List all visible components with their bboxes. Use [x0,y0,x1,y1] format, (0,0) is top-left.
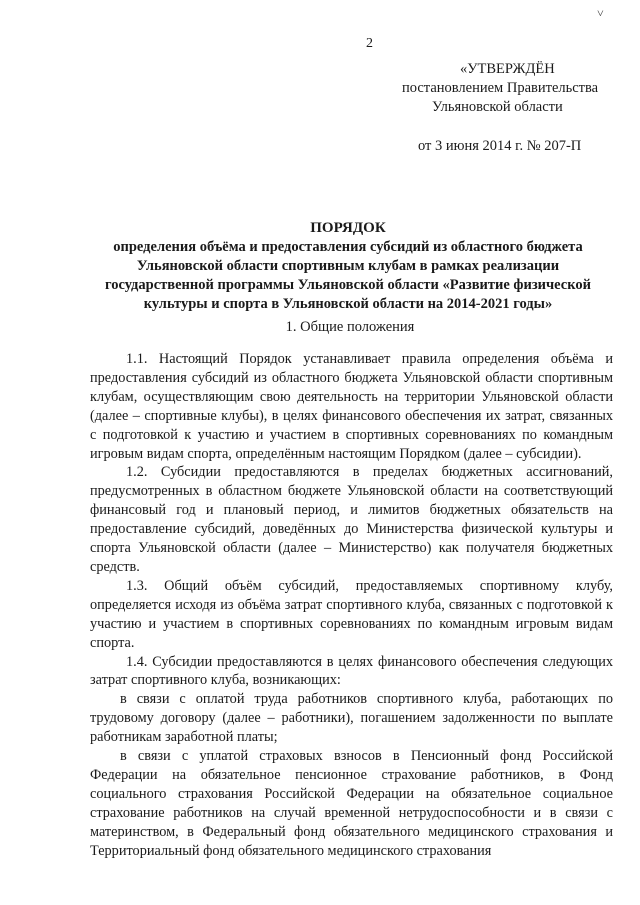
title-line-2: Ульяновской области спортивным клубам в рамках реализации [136,258,560,274]
paragraph-1-4-item-a: в связи с оплатой труда работников спортивного клуба, работающих по трудовому договору (далее – работники), погашением задолженности по выплате работникам заработной платы; [90,691,613,746]
paragraph-1-1: 1.1. Настоящий Порядок устанавливает правила определения объёма и предоставления субсидий из областного бюджета Ульяновской области спортивным клубам, осуществляющим свою деятельность на территории Ульяновской области (далее – спортивные клубы), в целях финансового обеспечения их затрат, связанных с подготовкой к участию и участием в спортивных соревнованиях по командным игровым видам спорта, определённым настоящим Порядком (далее – субсидии). [90,351,613,462]
paragraph-1-3: 1.3. Общий объём субсидий, предоставляемых спортивному клубу, определяется исходя из объёма затрат спортивного клуба, связанных с подготовкой к участию и участием в спортивных соревнованиях по командным игровым видам спорта. [90,577,613,651]
approval-line-1: «УТВЕРЖДЁН [460,61,555,77]
paragraph-1-2: 1.2. Субсидии предоставляются в пределах бюджетных ассигнований, предусмотренных в областном бюджете Ульяновской области на соответствующий финансовый год и плановый период, и лимитов бюджетных обязательств на предоставление субсидий, доведённых до Министерства физической культуры и спорта Ульяновской области (далее – Министерство) как получателя бюджетных средств. [90,464,613,575]
document-body [90,350,613,860]
page-number: 2 [366,36,373,51]
title-line-4: культуры и спорта в Ульяновской области на 2014-2021 годы» [143,296,553,312]
approval-date: от 3 июня 2014 г. № 207-П [418,138,582,154]
corner-mark: ˅ [597,6,604,20]
title-line-3: государственной программы Ульяновской области «Развитие физической [105,277,591,293]
section-heading: 1. Общие положения [285,319,415,335]
approval-line-3: Ульяновской области [432,99,563,115]
document-title [78,219,618,314]
paragraph-1-4: 1.4. Субсидии предоставляются в целях финансового обеспечения следующих затрат спортивного клуба, возникающих: [90,653,613,689]
approval-line-2: постановлением Правительства [402,80,599,96]
paragraph-1-4-item-b: в связи с уплатой страховых взносов в Пенсионный фонд Российской Федерации на обязательное пенсионное страхование работников, в Фонд социального страхования Российской Федерации на обязательное социальное страхование работников на случай временной нетрудоспособности и в связи с материнством, в Федеральный фонд обязательного медицинского страхования и Территориальный фонд обязательного медицинского страхования [90,748,613,859]
title-line-1: определения объёма и предоставления субсидий из областного бюджета [113,239,583,255]
approval-stamp [360,60,620,156]
title-main: ПОРЯДОК [310,220,386,236]
